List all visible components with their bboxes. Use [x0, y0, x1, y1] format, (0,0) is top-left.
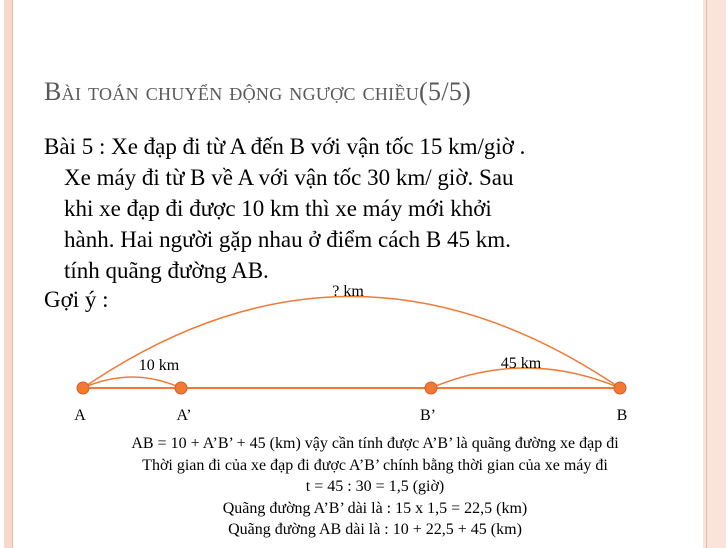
problem-line: Xe máy đi từ B về A với vận tốc 30 km/ giờ. Sau	[64, 165, 514, 190]
problem-line: khi xe đạp đi được 10 km thì xe máy mới khởi	[64, 196, 492, 221]
label-total-distance: ? km	[332, 283, 364, 300]
point-b-prime	[425, 382, 437, 394]
label-point-b: B	[616, 407, 628, 424]
solution-block	[60, 433, 690, 541]
solution-line: Quãng đường AB dài là : 10 + 22,5 + 45 (km)	[228, 521, 522, 538]
problem-line: hành. Hai người gặp nhau ở điểm cách B 45 km.	[64, 227, 511, 252]
problem-line: tính quãng đường AB.	[64, 258, 269, 283]
label-last-segment: 45 km	[500, 355, 542, 372]
label-first-segment: 10 km	[138, 357, 180, 374]
hint-label: Gợi ý :	[44, 287, 109, 312]
label-point-a: A	[74, 407, 86, 424]
solution-line: Quãng đường A’B’ dài là : 15 x 1,5 = 22,5 (km)	[222, 499, 528, 517]
point-a-prime	[175, 382, 187, 394]
point-b	[614, 382, 626, 394]
arc-total	[83, 297, 620, 389]
solution-line: t = 45 : 30 = 1,5 (giờ)	[305, 478, 445, 495]
solution-line: Thời gian đi của xe đạp đi được A’B’ chính bằng thời gian của xe máy đi	[142, 456, 608, 474]
problem-line: Bài 5 : Xe đạp đi từ A đến B với vận tốc 15 km/giờ .	[44, 134, 526, 159]
point-a	[77, 382, 89, 394]
solution-line: AB = 10 + A’B’ + 45 (km) vậy cần tính được A’B’ là quãng đường xe đạp đi	[131, 435, 619, 452]
slide-title: Bài toán chuyển động ngược chiều(5/5)	[44, 77, 472, 106]
label-point-a-prime: A’	[176, 407, 192, 424]
label-point-b-prime: B’	[420, 407, 436, 424]
